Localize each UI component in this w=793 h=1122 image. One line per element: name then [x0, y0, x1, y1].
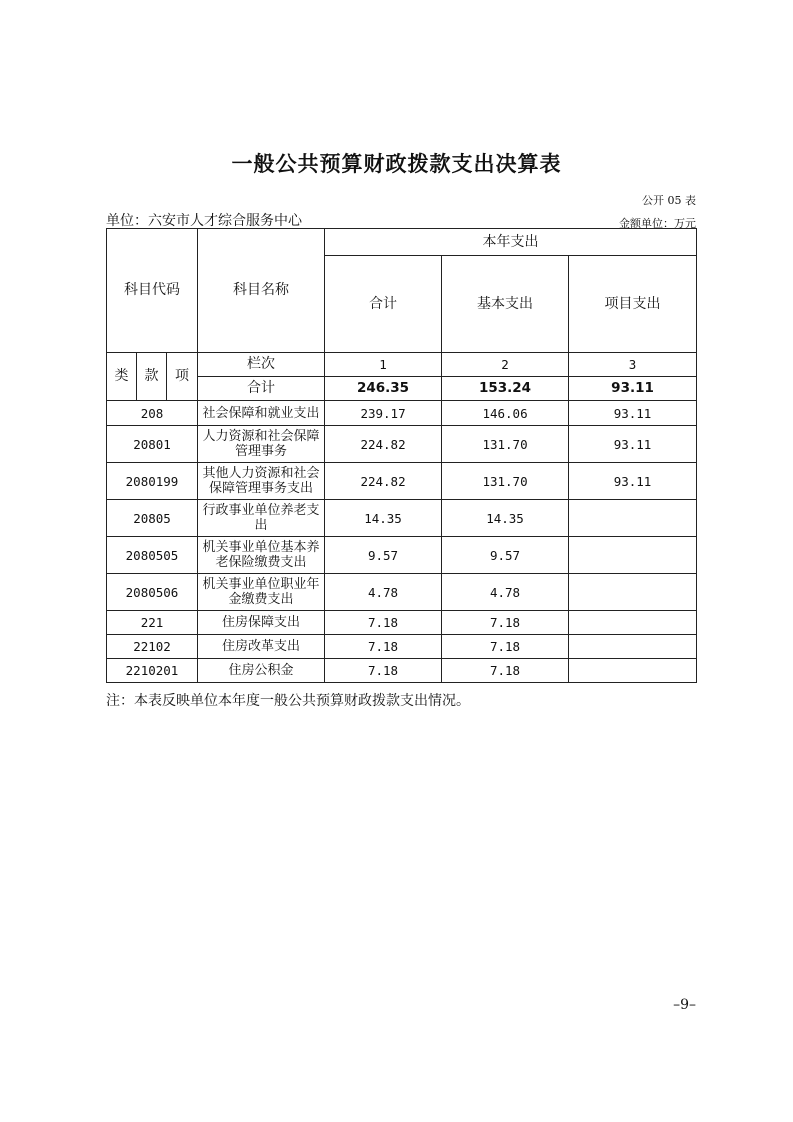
row-project — [569, 611, 697, 635]
column-number-3: 3 — [569, 353, 697, 377]
totals-project: 93.11 — [569, 377, 697, 401]
row-code: 2080199 — [107, 463, 198, 500]
header-total: 合计 — [325, 256, 442, 353]
table-row — [107, 500, 697, 537]
row-basic: 14.35 — [442, 500, 569, 537]
row-name: 社会保障和就业支出 — [198, 401, 325, 426]
reporting-unit: 单位：六安市人才综合服务中心 — [106, 213, 302, 229]
row-project: 93.11 — [569, 426, 697, 463]
row-name: 人力资源和社会保障管理事务 — [198, 426, 325, 463]
header-subject-name: 科目名称 — [198, 229, 325, 353]
page-title: 一般公共预算财政拨款支出决算表 — [231, 152, 562, 176]
row-code: 221 — [107, 611, 198, 635]
row-basic: 131.70 — [442, 463, 569, 500]
row-total: 14.35 — [325, 500, 442, 537]
header-xiang: 项 — [167, 353, 198, 401]
row-total: 239.17 — [325, 401, 442, 426]
row-basic: 131.70 — [442, 426, 569, 463]
row-project: 93.11 — [569, 401, 697, 426]
row-project — [569, 635, 697, 659]
row-total: 9.57 — [325, 537, 442, 574]
row-name: 机关事业单位职业年金缴费支出 — [198, 574, 325, 611]
row-name: 住房公积金 — [198, 659, 325, 683]
header-column-order: 栏次 — [198, 353, 325, 377]
totals-total: 246.35 — [325, 377, 442, 401]
table-row — [107, 537, 697, 574]
row-basic: 9.57 — [442, 537, 569, 574]
row-project — [569, 659, 697, 683]
row-code: 2080505 — [107, 537, 198, 574]
row-code: 20805 — [107, 500, 198, 537]
column-number-2: 2 — [442, 353, 569, 377]
expenditure-table — [106, 228, 697, 683]
totals-basic: 153.24 — [442, 377, 569, 401]
currency-unit: 金额单位：万元 — [619, 217, 696, 230]
row-project — [569, 537, 697, 574]
row-code: 2080506 — [107, 574, 198, 611]
page-number: –9– — [673, 997, 696, 1013]
row-total: 7.18 — [325, 611, 442, 635]
totals-label: 合计 — [198, 377, 325, 401]
row-code: 2210201 — [107, 659, 198, 683]
table-row — [107, 635, 697, 659]
header-basic: 基本支出 — [442, 256, 569, 353]
header-current-year: 本年支出 — [325, 229, 697, 256]
table-row — [107, 401, 697, 426]
row-total: 224.82 — [325, 463, 442, 500]
form-code: 公开 05 表 — [642, 194, 696, 207]
row-name: 住房改革支出 — [198, 635, 325, 659]
row-basic: 7.18 — [442, 635, 569, 659]
row-basic: 7.18 — [442, 611, 569, 635]
row-project — [569, 574, 697, 611]
row-basic: 7.18 — [442, 659, 569, 683]
row-total: 7.18 — [325, 659, 442, 683]
table-row — [107, 463, 697, 500]
row-project — [569, 500, 697, 537]
row-total: 7.18 — [325, 635, 442, 659]
header-kuan: 款 — [137, 353, 167, 401]
row-name: 住房保障支出 — [198, 611, 325, 635]
row-basic: 146.06 — [442, 401, 569, 426]
row-total: 224.82 — [325, 426, 442, 463]
row-code: 20801 — [107, 426, 198, 463]
row-name: 机关事业单位基本养老保险缴费支出 — [198, 537, 325, 574]
header-subject-code: 科目代码 — [107, 229, 198, 353]
row-code: 208 — [107, 401, 198, 426]
header-lei: 类 — [107, 353, 137, 401]
table-row — [107, 611, 697, 635]
table-row — [107, 426, 697, 463]
table-row — [107, 659, 697, 683]
table-note: 注：本表反映单位本年度一般公共预算财政拨款支出情况。 — [106, 693, 470, 709]
row-total: 4.78 — [325, 574, 442, 611]
row-name: 行政事业单位养老支出 — [198, 500, 325, 537]
row-name: 其他人力资源和社会保障管理事务支出 — [198, 463, 325, 500]
table-row — [107, 574, 697, 611]
header-project: 项目支出 — [569, 256, 697, 353]
column-number-1: 1 — [325, 353, 442, 377]
row-code: 22102 — [107, 635, 198, 659]
row-project: 93.11 — [569, 463, 697, 500]
row-basic: 4.78 — [442, 574, 569, 611]
